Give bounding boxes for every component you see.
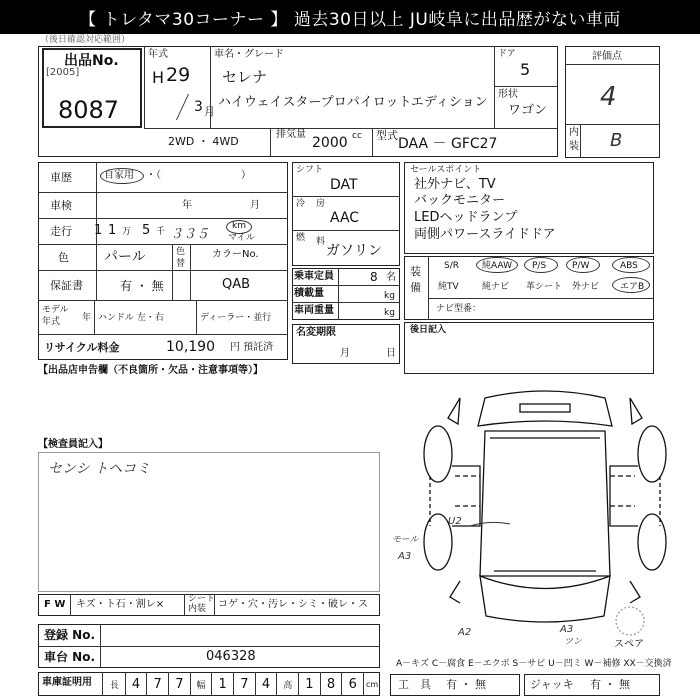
equip-tv: 純TV [438, 282, 459, 292]
history-label: 車歴 [50, 171, 72, 184]
history-suffix: ・（ ） [146, 170, 251, 181]
equip-pw: P/W [572, 261, 590, 271]
fuel-label-right: 料 [316, 237, 326, 247]
interior-label-bottom: 装 [569, 141, 579, 152]
cert-digit-cell: 1 [212, 672, 234, 696]
fw-seat-bottom: 内装 [188, 604, 207, 614]
ac-label-right: 房 [316, 199, 326, 209]
cert-unit: cm [365, 679, 379, 689]
equip-airbag: エアB [620, 282, 645, 292]
doors-value: 5 [520, 60, 531, 79]
jack-value: 有 ・ 無 [590, 678, 630, 691]
model-year-label-bottom: 年式 [42, 317, 61, 327]
car-name: セレナ [222, 68, 268, 86]
diagram-mark-a3-rear: A3 [560, 624, 574, 635]
inspection-year-unit: 年 [182, 200, 192, 211]
model-year-handle: ハンドル 左・右 [98, 313, 164, 323]
inspection-label: 車検 [50, 199, 72, 212]
color-change-bottom: 替 [176, 259, 186, 269]
year-month-unit: 月 [204, 105, 215, 118]
equip-aaw: 純AAW [482, 261, 512, 271]
year-value: 29 [166, 64, 191, 86]
sales-point-1: 社外ナビ、TV [414, 177, 496, 192]
sales-label: セールスポイント [410, 165, 482, 175]
displacement-unit: cc [352, 131, 362, 141]
car-damage-diagram [390, 376, 700, 676]
car-grade: ハイウェイスタープロパイロットエディション [218, 95, 488, 110]
sales-point-2: バックモニター [414, 193, 506, 208]
cert-digit-cell: 6 [342, 672, 364, 696]
cert-digit-cell: 4 [126, 672, 148, 696]
sales-point-3: LEDヘッドランプ [414, 210, 518, 225]
equip-ext-navi: 外ナビ [572, 282, 600, 292]
weight-unit: kg [384, 308, 395, 318]
body-value: ワゴン [508, 103, 548, 118]
doors-label: ドア [498, 49, 516, 59]
model-year-unit: 年 [82, 313, 92, 323]
diagram-mark-a2: A2 [458, 627, 472, 638]
body-label: 形状 [498, 89, 518, 100]
fw-text: キズ・ト石・割レ× [76, 599, 165, 610]
diagram-mark-tsun: ツン [564, 637, 583, 647]
year-month: 3 [194, 99, 203, 115]
fw-label: F W [44, 599, 66, 610]
mileage-man: 万 [122, 227, 132, 237]
fuel-value: ガソリン [326, 243, 382, 259]
model-year-label-top: モデル [42, 305, 69, 315]
weight-label: 車両重量 [294, 305, 334, 316]
history-value: 自家用 [104, 170, 134, 181]
equip-sr: S/R [444, 261, 459, 271]
cert-digit-cell: 長 [104, 672, 126, 696]
rating-label: 評価点 [592, 51, 622, 62]
mileage-sen: 千 [156, 227, 166, 237]
equip-navi: 純ナビ [482, 282, 510, 292]
header-banner: 【 トレタマ30コーナー 】 過去30日以上 JU岐阜に出品歴がない車両 [0, 0, 700, 34]
shift-label: シフト [296, 165, 324, 175]
mileage-mile: マイル [228, 233, 255, 243]
tools-label: 工 具 [398, 678, 431, 691]
cert-digit-cell: 幅 [191, 672, 213, 696]
diagram-mark-mall: モール [392, 535, 419, 545]
seller-notes-label: 【出品店申告欄（不良箇所・欠品・注意事項等）】 [38, 365, 263, 376]
inspector-label: 【検査員記入】 [38, 439, 108, 450]
name-change-label: 名変期限 [296, 327, 336, 338]
chassis-value: 046328 [206, 649, 256, 664]
load-label: 積載量 [294, 288, 324, 299]
recycle-label: リサイクル料金 [44, 341, 120, 354]
warranty-label: 保証書 [50, 279, 83, 292]
fuel-label-top: 燃 [296, 233, 306, 243]
fw-seat-text: コゲ・穴・汚レ・シミ・破レ・ス [218, 599, 368, 610]
later-entry-label: 後日記入 [410, 325, 447, 335]
mileage-d1: 1 [94, 223, 103, 238]
capacity-label: 乗車定員 [294, 271, 334, 282]
drive-text: 2WD ・ 4WD [168, 135, 239, 148]
mileage-label: 走行 [50, 225, 72, 238]
interior-label-top: 内 [569, 127, 579, 138]
cert-digit-cell: 7 [147, 672, 169, 696]
year-era: H [152, 68, 165, 87]
mileage-d2: 1 [108, 223, 117, 238]
lot-stamp: [2005] [46, 67, 80, 78]
registration-label: 登録 No. [44, 628, 96, 642]
fw-seat-top: シート [188, 594, 216, 604]
displacement-value: 2000 [312, 135, 348, 151]
color-code: QAB [222, 277, 251, 292]
mileage-km: km [232, 221, 246, 231]
spare-label: スペア [614, 639, 644, 650]
recycle-unit: 円 預託済 [230, 342, 274, 353]
chassis-label: 車台 No. [44, 650, 96, 664]
diagram-mark-a3: A3 [398, 551, 412, 562]
cert-digit-cell: 高 [277, 672, 299, 696]
rating-value: 4 [600, 82, 617, 112]
lot-label: 出品No. [64, 53, 119, 69]
cert-digit-cell: 4 [256, 672, 278, 696]
color-label: 色 [58, 251, 69, 264]
equip-ps: P/S [532, 261, 547, 271]
name-change-unit2: 日 [386, 348, 396, 359]
equip-label-top: 装 [410, 265, 421, 278]
color-value: パール [104, 249, 146, 265]
inspector-note: センシ トヘコミ [48, 461, 151, 477]
top-partial-text: （後日確認対応範囲） [40, 35, 131, 45]
capacity-unit: 名 [386, 272, 396, 283]
load-unit: kg [384, 291, 395, 301]
model-year-dealer: ディーラー・並行 [200, 313, 272, 323]
displacement-label: 排気量 [276, 129, 306, 140]
cert-digit-cell: 1 [299, 672, 321, 696]
interior-value: B [610, 130, 623, 151]
model-value: DAA － GFC27 [398, 136, 498, 152]
cert-digit-cell: 8 [321, 672, 343, 696]
model-label: 型式 [376, 129, 398, 142]
shift-value: DAT [330, 177, 358, 193]
recycle-value: 10,190 [166, 339, 215, 355]
diagram-mark-u2: U2 [448, 516, 462, 527]
year-label: 年式 [148, 49, 168, 60]
car-label: 車名・グレード [214, 49, 284, 60]
jack-label: ジャッキ [530, 678, 574, 691]
color-change-top: 色 [176, 247, 186, 257]
cert-digits [104, 672, 380, 696]
cert-label: 車庫証明用 [42, 677, 92, 688]
color-code-label: カラーNo. [212, 249, 259, 260]
cert-digit-cell: 7 [234, 672, 256, 696]
name-change-unit: 月 [340, 348, 350, 359]
ac-label-top: 冷 [296, 199, 306, 209]
mileage-d3: 5 [142, 223, 151, 238]
mileage-hand: ３３５ [170, 227, 210, 242]
equip-leather: 革シート [526, 282, 563, 292]
equip-label-bottom: 備 [410, 281, 421, 294]
lot-number: 8087 [58, 96, 120, 124]
capacity-value: 8 [370, 270, 378, 284]
damage-legend: A－キズ C－腐食 E－エクボ S－サビ U－凹ミ W－補修 XX－交換済 [396, 659, 672, 669]
tools-value: 有 ・ 無 [446, 678, 486, 691]
inspection-month-unit: 月 [250, 200, 260, 211]
sales-point-4: 両側パワースライドドア [414, 227, 556, 242]
warranty-value: 有 ・ 無 [120, 279, 164, 293]
equip-abs: ABS [620, 261, 638, 271]
ac-value: AAC [330, 210, 360, 226]
cert-digit-cell: 7 [169, 672, 191, 696]
equip-navi-model: ナビ型番： [436, 304, 482, 314]
